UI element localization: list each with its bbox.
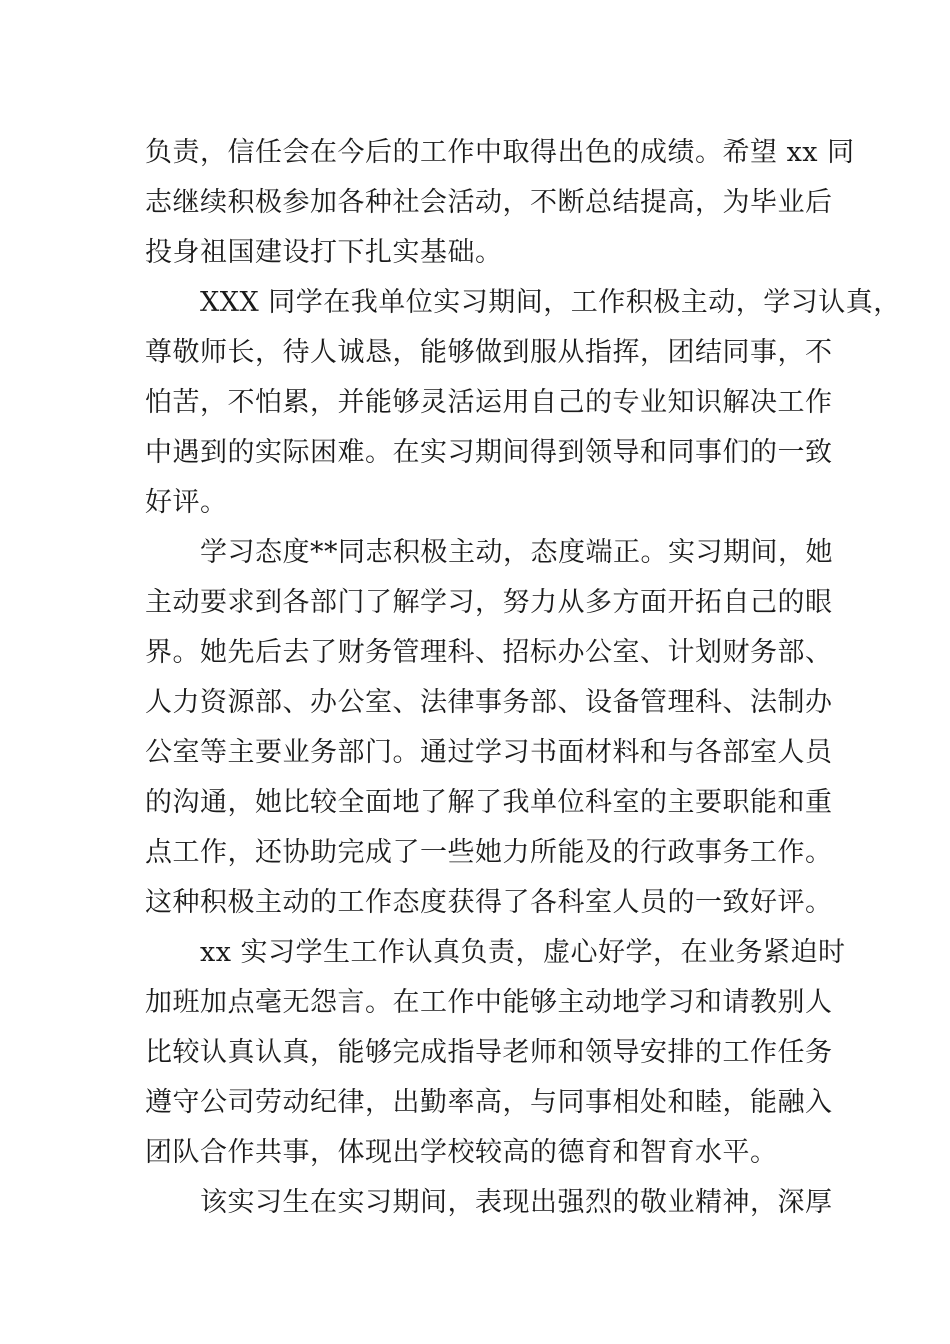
document-body [145, 128, 901, 1228]
text-line: 好评。 [145, 487, 228, 518]
text-line: 这种积极主动的工作态度获得了各科室人员的一致好评。 [145, 887, 833, 918]
text-line: 主动要求到各部门了解学习，努力从多方面开拓自己的眼 [145, 587, 833, 618]
text-line: 志继续积极参加各种社会活动，不断总结提高，为毕业后 [145, 187, 833, 218]
text-line: 该实习生在实习期间，表现出强烈的敬业精神，深厚 [145, 1187, 833, 1218]
text-line: 尊敬师长，待人诚恳，能够做到服从指挥，团结同事，不 [145, 337, 833, 368]
text-line: 中遇到的实际困难。在实习期间得到领导和同事们的一致 [145, 437, 833, 468]
text-line: 公室等主要业务部门。通过学习书面材料和与各部室人员 [145, 737, 833, 768]
text-line: 学习态度**同志积极主动，态度端正。实习期间，她 [145, 537, 833, 568]
text-line: 的沟通，她比较全面地了解了我单位科室的主要职能和重 [145, 787, 833, 818]
text-line: xx 实习学生工作认真负责，虚心好学，在业务紧迫时 [145, 937, 846, 968]
text-line: 点工作，还协助完成了一些她力所能及的行政事务工作。 [145, 837, 833, 868]
text-line: 遵守公司劳动纪律，出勤率高，与同事相处和睦，能融入 [145, 1087, 833, 1118]
text-line: 投身祖国建设打下扎实基础。 [145, 237, 503, 268]
text-line: 怕苦，不怕累，并能够灵活运用自己的专业知识解决工作 [145, 387, 833, 418]
text-line: XXX 同学在我单位实习期间，工作积极主动，学习认真， [145, 287, 901, 318]
text-line: 团队合作共事，体现出学校较高的德育和智育水平。 [145, 1137, 778, 1168]
text-line: 负责，信任会在今后的工作中取得出色的成绩。希望 xx 同 [145, 137, 855, 168]
text-line: 界。她先后去了财务管理科、招标办公室、计划财务部、 [145, 637, 833, 668]
text-line: 比较认真认真，能够完成指导老师和领导安排的工作任务 [145, 1037, 833, 1068]
text-line: 人力资源部、办公室、法律事务部、设备管理科、法制办 [145, 687, 833, 718]
text-line: 加班加点毫无怨言。在工作中能够主动地学习和请教别人 [145, 987, 833, 1018]
